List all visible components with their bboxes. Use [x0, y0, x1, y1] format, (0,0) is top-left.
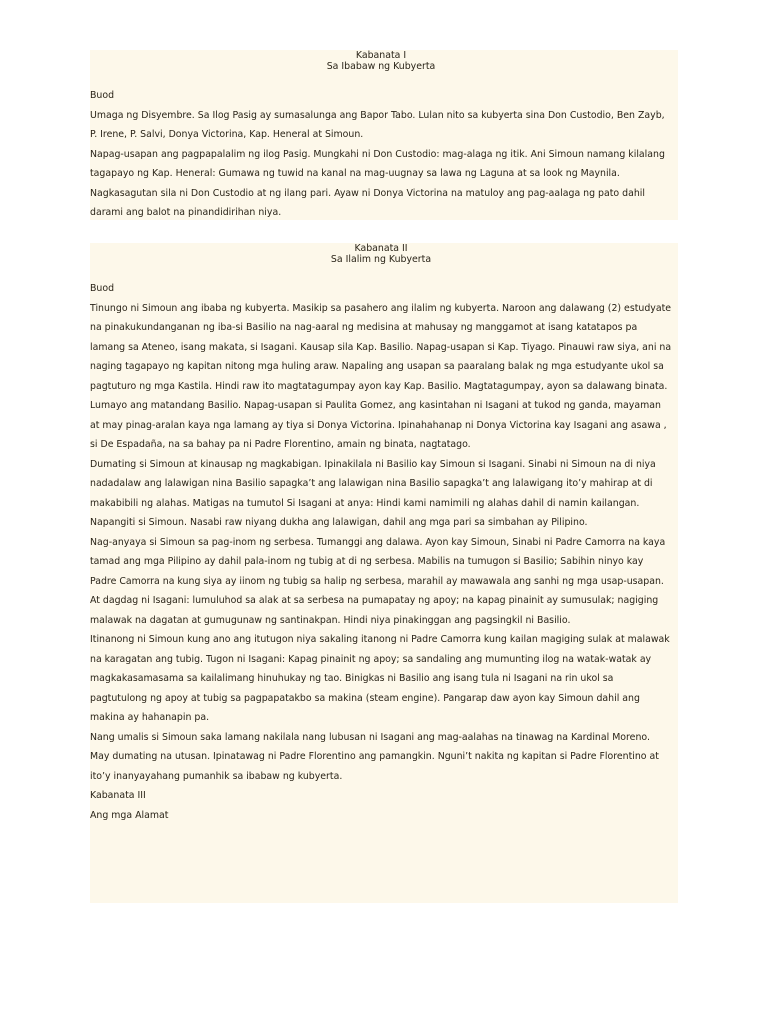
- chapter-2-paragraph: Tinungo ni Simoun ang ibaba ng kubyerta. Masikip sa pasahero ang ilalim ng kubyerta. Naroon ang dalawang (2) estudyate na pinakukundanganan ng iba-si Basilio na nag-aaral ng medisina at mahusay ng manggamot at isang katatapos pa lamang sa Ateneo, isang makata, si Isagani. Kausap sila Kap. Basilio. Napag-usapan si Kap. Tiyago. Pinauwi raw siya, ani na naging tagapayo ng kapitan nitong mga huling araw. Napaling ang usapan sa paaralang balak ng mga estudyante ukol sa pagtuturo ng mga Kastila. Hindi raw ito magtatagumpay ayon kay Kap. Basilio. Magtatagumpay, ayon sa dalawang binata. Lumayo ang matandang Basilio. Napag-usapan si Paulita Gomez, ang kasintahan ni Isagani at tukod ng ganda, mayaman at may pinag-aralan kaya nga lamang ay tiya si Donya Victorina. Ipinahahanap ni Donya Victorina kay Isagani ang asawa , si De Espadaña, na sa bahay pa ni Padre Florentino, amain ng binata, nagtatago.: [90, 302, 672, 450]
- chapter-2-heading: Kabanata II: [354, 243, 408, 254]
- chapter-2-section: [90, 243, 678, 903]
- chapter-1-title: Sa Ibabaw ng Kubyerta: [326, 61, 436, 72]
- chapter-2-paragraph: Nag-anyaya si Simoun sa pag-inom ng serbesa. Tumanggi ang dalawa. Ayon kay Simoun, Sinabi ni Padre Camorra na kaya tamad ang mga Pilipino ay dahil pala-inom ng tubig at di ng serbesa. Mabilis na tumugon si Basilio; Sabihin ninyo kay Padre Camorra na kung siya ay iinom ng tubig sa halip ng serbesa, marahil ay mawawala ang sanhi ng mga usap-usapan. At dagdag ni Isagani: lumuluhod sa alak at sa serbesa na pumapatay ng apoy; na kapag pinainit ay sumusulak; nagiging malawak na dagatan at gumugunaw ng santinakpan. Hindi niya pinakinggan ang pagsingkil ni Basilio.: [90, 536, 666, 626]
- chapter-2-title: Sa Ilalim ng Kubyerta: [330, 254, 432, 265]
- chapter-2-paragraph: Itinanong ni Simoun kung ano ang itutugon niya sakaling itanong ni Padre Camorra kung kailan magiging sulak at malawak na karagatan ang tubig. Tugon ni Isagani: Kapag pinainit ng apoy; sa sandaling ang mumunting ilog na watak-watak ay magkakasamasama sa kailalimang hinuhukay ng tao. Binigkas ni Basilio ang isang tula ni Isagani na rin ukol sa pagtutulong ng apoy at tubig sa pagpapatakbo sa makina (steam engine). Pangarap daw ayon kay Simoun dahil ang makina ay hahanapin pa.: [90, 634, 670, 723]
- chapter-2-paragraph: Dumating si Simoun at kinausap ng magkabigan. Ipinakilala ni Basilio kay Simoun si Isagani. Sinabi ni Simoun na di niya nadadalaw ang lalawigan nina Basilio sapagka’t ang lalawigan nina Basilio sapagka’t ang lalawigang ito’y mahirap at di makabibili ng alahas. Matigas na tumutol Si Isagani at anya: Hindi kami namimili ng alahas dahil di namin kailangan. Napangiti si Simoun. Nasabi raw niyang dukha ang lalawigan, dahil ang mga pari sa simbahan ay Pilipino.: [90, 458, 656, 528]
- chapter-2-summary-label: Buod: [90, 283, 115, 294]
- chapter-3-title: Ang mga Alamat: [90, 809, 169, 821]
- chapter-1-summary-label: Buod: [90, 90, 115, 101]
- chapter-1-section: [90, 50, 678, 220]
- chapter-3-heading: Kabanata III: [90, 790, 146, 801]
- chapter-1-heading: Kabanata I: [355, 50, 407, 61]
- chapter-2-paragraph: Nang umalis si Simoun saka lamang nakilala nang lubusan ni Isagani ang mag-aalahas na tinawag na Kardinal Moreno. May dumating na utusan. Ipinatawag ni Padre Florentino ang pamangkin. Nguni’t nakita ng kapitan si Padre Florentino at ito’y inanyayahang pumanhik sa ibabaw ng kubyerta.: [90, 731, 659, 782]
- chapter-1-paragraph: Umaga ng Disyembre. Sa Ilog Pasig ay sumasalunga ang Bapor Tabo. Lulan nito sa kubyerta sina Don Custodio, Ben Zayb, P. Irene, P. Salvi, Donya Victorina, Kap. Heneral at Simoun.: [90, 109, 665, 140]
- chapter-1-paragraph: Napag-usapan ang pagpapalalim ng ilog Pasig. Mungkahi ni Don Custodio: mag-alaga ng itik. Ani Simoun namang kilalang tagapayo ng Kap. Heneral: Gumawa ng tuwid na kanal na mag-uugnay sa lawa ng Laguna at sa look ng Maynila. Nagkasagutan sila ni Don Custodio at ng ilang pari. Ayaw ni Donya Victorina na matuloy ang pag-aalaga ng pato dahil darami ang balot na pinandidirihan niya.: [90, 148, 665, 218]
